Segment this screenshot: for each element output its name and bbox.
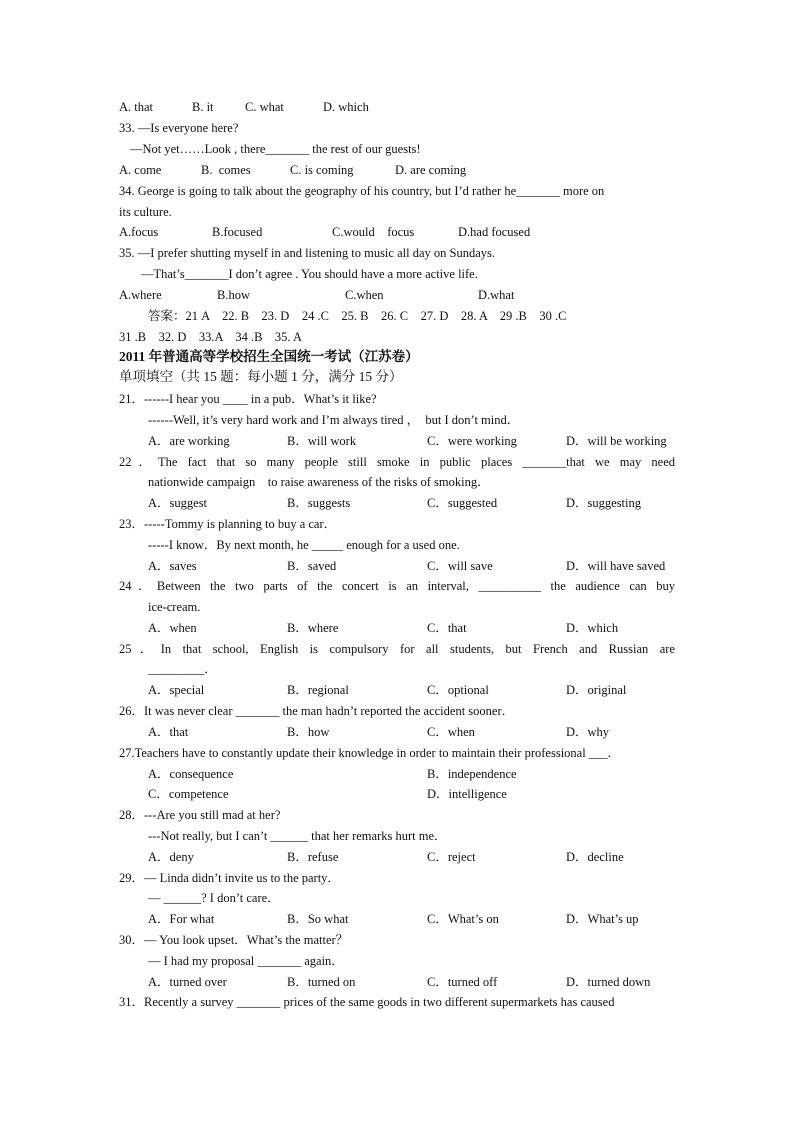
- q24-option-a: A．when: [148, 621, 197, 635]
- q30-question: 30．— You look upset．What’s the matter？: [119, 933, 349, 947]
- q29-question: 29．— Linda didn’t invite us to the party．: [119, 871, 340, 885]
- q22-question-cont: nationwide campaign to raise awareness of the risks of smoking．: [148, 475, 490, 489]
- q32-option-b: B. it: [192, 100, 214, 114]
- q29-option-c: C．What’s on: [427, 912, 499, 926]
- q30-option-c: C．turned off: [427, 975, 498, 989]
- q22-question: 22．The fact that so many people still smoke in public places _______that we may need: [119, 455, 675, 469]
- q28-question: 28．---Are you still mad at her?: [119, 808, 281, 822]
- q25-option-c: C．optional: [427, 683, 489, 697]
- q24-option-b: B．where: [287, 621, 339, 635]
- q24-question-cont: ice-cream.: [148, 600, 201, 614]
- q29-response: — ______? I don’t care．: [148, 891, 280, 905]
- q27-option-b: B．independence: [427, 767, 517, 781]
- q32-option-d: D. which: [323, 100, 369, 114]
- q21-response: ------Well, it’s very hard work and I’m always tired ， but I don’t mind．: [148, 413, 520, 427]
- q33-response: —Not yet……Look , there_______ the rest of our guests!: [130, 142, 421, 156]
- q23-response: -----I know．By next month, he _____ enough for a used one.: [148, 538, 460, 552]
- q21-option-b: B．will work: [287, 434, 357, 448]
- answer-key-line1: 答案：21 A 22. B 23. D 24 .C 25. B 26. C 27. D 28. A 29 .B 30 .C: [148, 309, 567, 323]
- q33-option-a: A. come: [119, 163, 162, 177]
- q35-response: —That’s_______I don’t agree . You should have a more active life.: [141, 267, 478, 281]
- q26-option-d: D．why: [566, 725, 610, 739]
- q35-option-d: D.what: [478, 288, 515, 302]
- q27-option-d: D．intelligence: [427, 787, 507, 801]
- q23-option-c: C．will save: [427, 559, 493, 573]
- q33-option-d: D. are coming: [395, 163, 467, 177]
- q26-question: 26．It was never clear _______ the man hadn’t reported the accident sooner．: [119, 704, 515, 718]
- q34-option-c: C.would focus: [332, 225, 415, 239]
- q30-response: — I had my proposal _______ again．: [148, 954, 344, 968]
- q34-question: 34. George is going to talk about the geography of his country, but I’d rather he_______ more on: [119, 184, 605, 198]
- q32-option-a: A. that: [119, 100, 154, 114]
- q29-option-a: A．For what: [148, 912, 215, 926]
- q28-option-d: D．decline: [566, 850, 624, 864]
- q34-option-a: A.focus: [119, 225, 159, 239]
- q25-question-cont: _________．: [148, 662, 217, 676]
- q28-option-b: B．refuse: [287, 850, 339, 864]
- q26-option-c: C．when: [427, 725, 475, 739]
- q22-option-a: A．suggest: [148, 496, 208, 510]
- q26-option-a: A．that: [148, 725, 189, 739]
- q27-option-a: A．consequence: [148, 767, 234, 781]
- q28-option-a: A．deny: [148, 850, 194, 864]
- section-subtitle: 单项填空（共 15 题：每小题 1 分，满分 15 分）: [119, 369, 403, 384]
- q25-option-d: D．original: [566, 683, 627, 697]
- q34-question-cont: its culture.: [119, 205, 172, 219]
- q21-option-c: C．were working: [427, 434, 517, 448]
- q21-option-d: D．will be working: [566, 434, 667, 448]
- q33-option-b: B. comes: [201, 163, 251, 177]
- q21-option-a: A．are working: [148, 434, 230, 448]
- q35-option-a: A.where: [119, 288, 162, 302]
- q24-question: 24．Between the two parts of the concert is an interval, __________ the audience can buy: [119, 579, 675, 593]
- q32-option-c: C. what: [245, 100, 284, 114]
- q31-question: 31．Recently a survey _______ prices of the same goods in two different supermarkets has caused: [119, 995, 615, 1009]
- q28-response: ---Not really, but I can’t ______ that her remarks hurt me．: [148, 829, 447, 843]
- q27-question: 27.Teachers have to constantly update their knowledge in order to maintain their professional ___．: [119, 746, 621, 760]
- q29-option-b: B．So what: [287, 912, 349, 926]
- q21-question: 21．------I hear you ____ in a pub．What’s it like?: [119, 392, 377, 406]
- q24-option-c: C．that: [427, 621, 467, 635]
- q26-option-b: B．how: [287, 725, 330, 739]
- q23-question: 23．-----Tommy is planning to buy a car．: [119, 517, 337, 531]
- q30-option-b: B．turned on: [287, 975, 356, 989]
- q35-option-b: B.how: [217, 288, 250, 302]
- answer-key-line2: 31 .B 32. D 33.A 34 .B 35. A: [119, 330, 303, 344]
- q35-question: 35. —I prefer shutting myself in and listening to music all day on Sundays.: [119, 246, 495, 260]
- q24-option-d: D．which: [566, 621, 619, 635]
- q23-option-d: D．will have saved: [566, 559, 666, 573]
- q34-option-d: D.had focused: [458, 225, 531, 239]
- q29-option-d: D．What’s up: [566, 912, 639, 926]
- q30-option-a: A．turned over: [148, 975, 227, 989]
- q22-option-c: C．suggested: [427, 496, 498, 510]
- q22-option-d: D．suggesting: [566, 496, 642, 510]
- q33-option-c: C. is coming: [290, 163, 354, 177]
- q33-question: 33. —Is everyone here?: [119, 121, 239, 135]
- q27-option-c: C．competence: [148, 787, 229, 801]
- q23-option-a: A．saves: [148, 559, 197, 573]
- q34-option-b: B.focused: [212, 225, 263, 239]
- section-title: 2011 年普通高等学校招生全国统一考试（江苏卷）: [119, 349, 419, 364]
- q30-option-d: D．turned down: [566, 975, 651, 989]
- q25-question: 25．In that school, English is compulsory for all students, but French and Russian are: [119, 642, 675, 656]
- q23-option-b: B．saved: [287, 559, 337, 573]
- q25-option-a: A．special: [148, 683, 205, 697]
- q35-option-c: C.when: [345, 288, 384, 302]
- q28-option-c: C．reject: [427, 850, 476, 864]
- q22-option-b: B．suggests: [287, 496, 351, 510]
- q25-option-b: B．regional: [287, 683, 349, 697]
